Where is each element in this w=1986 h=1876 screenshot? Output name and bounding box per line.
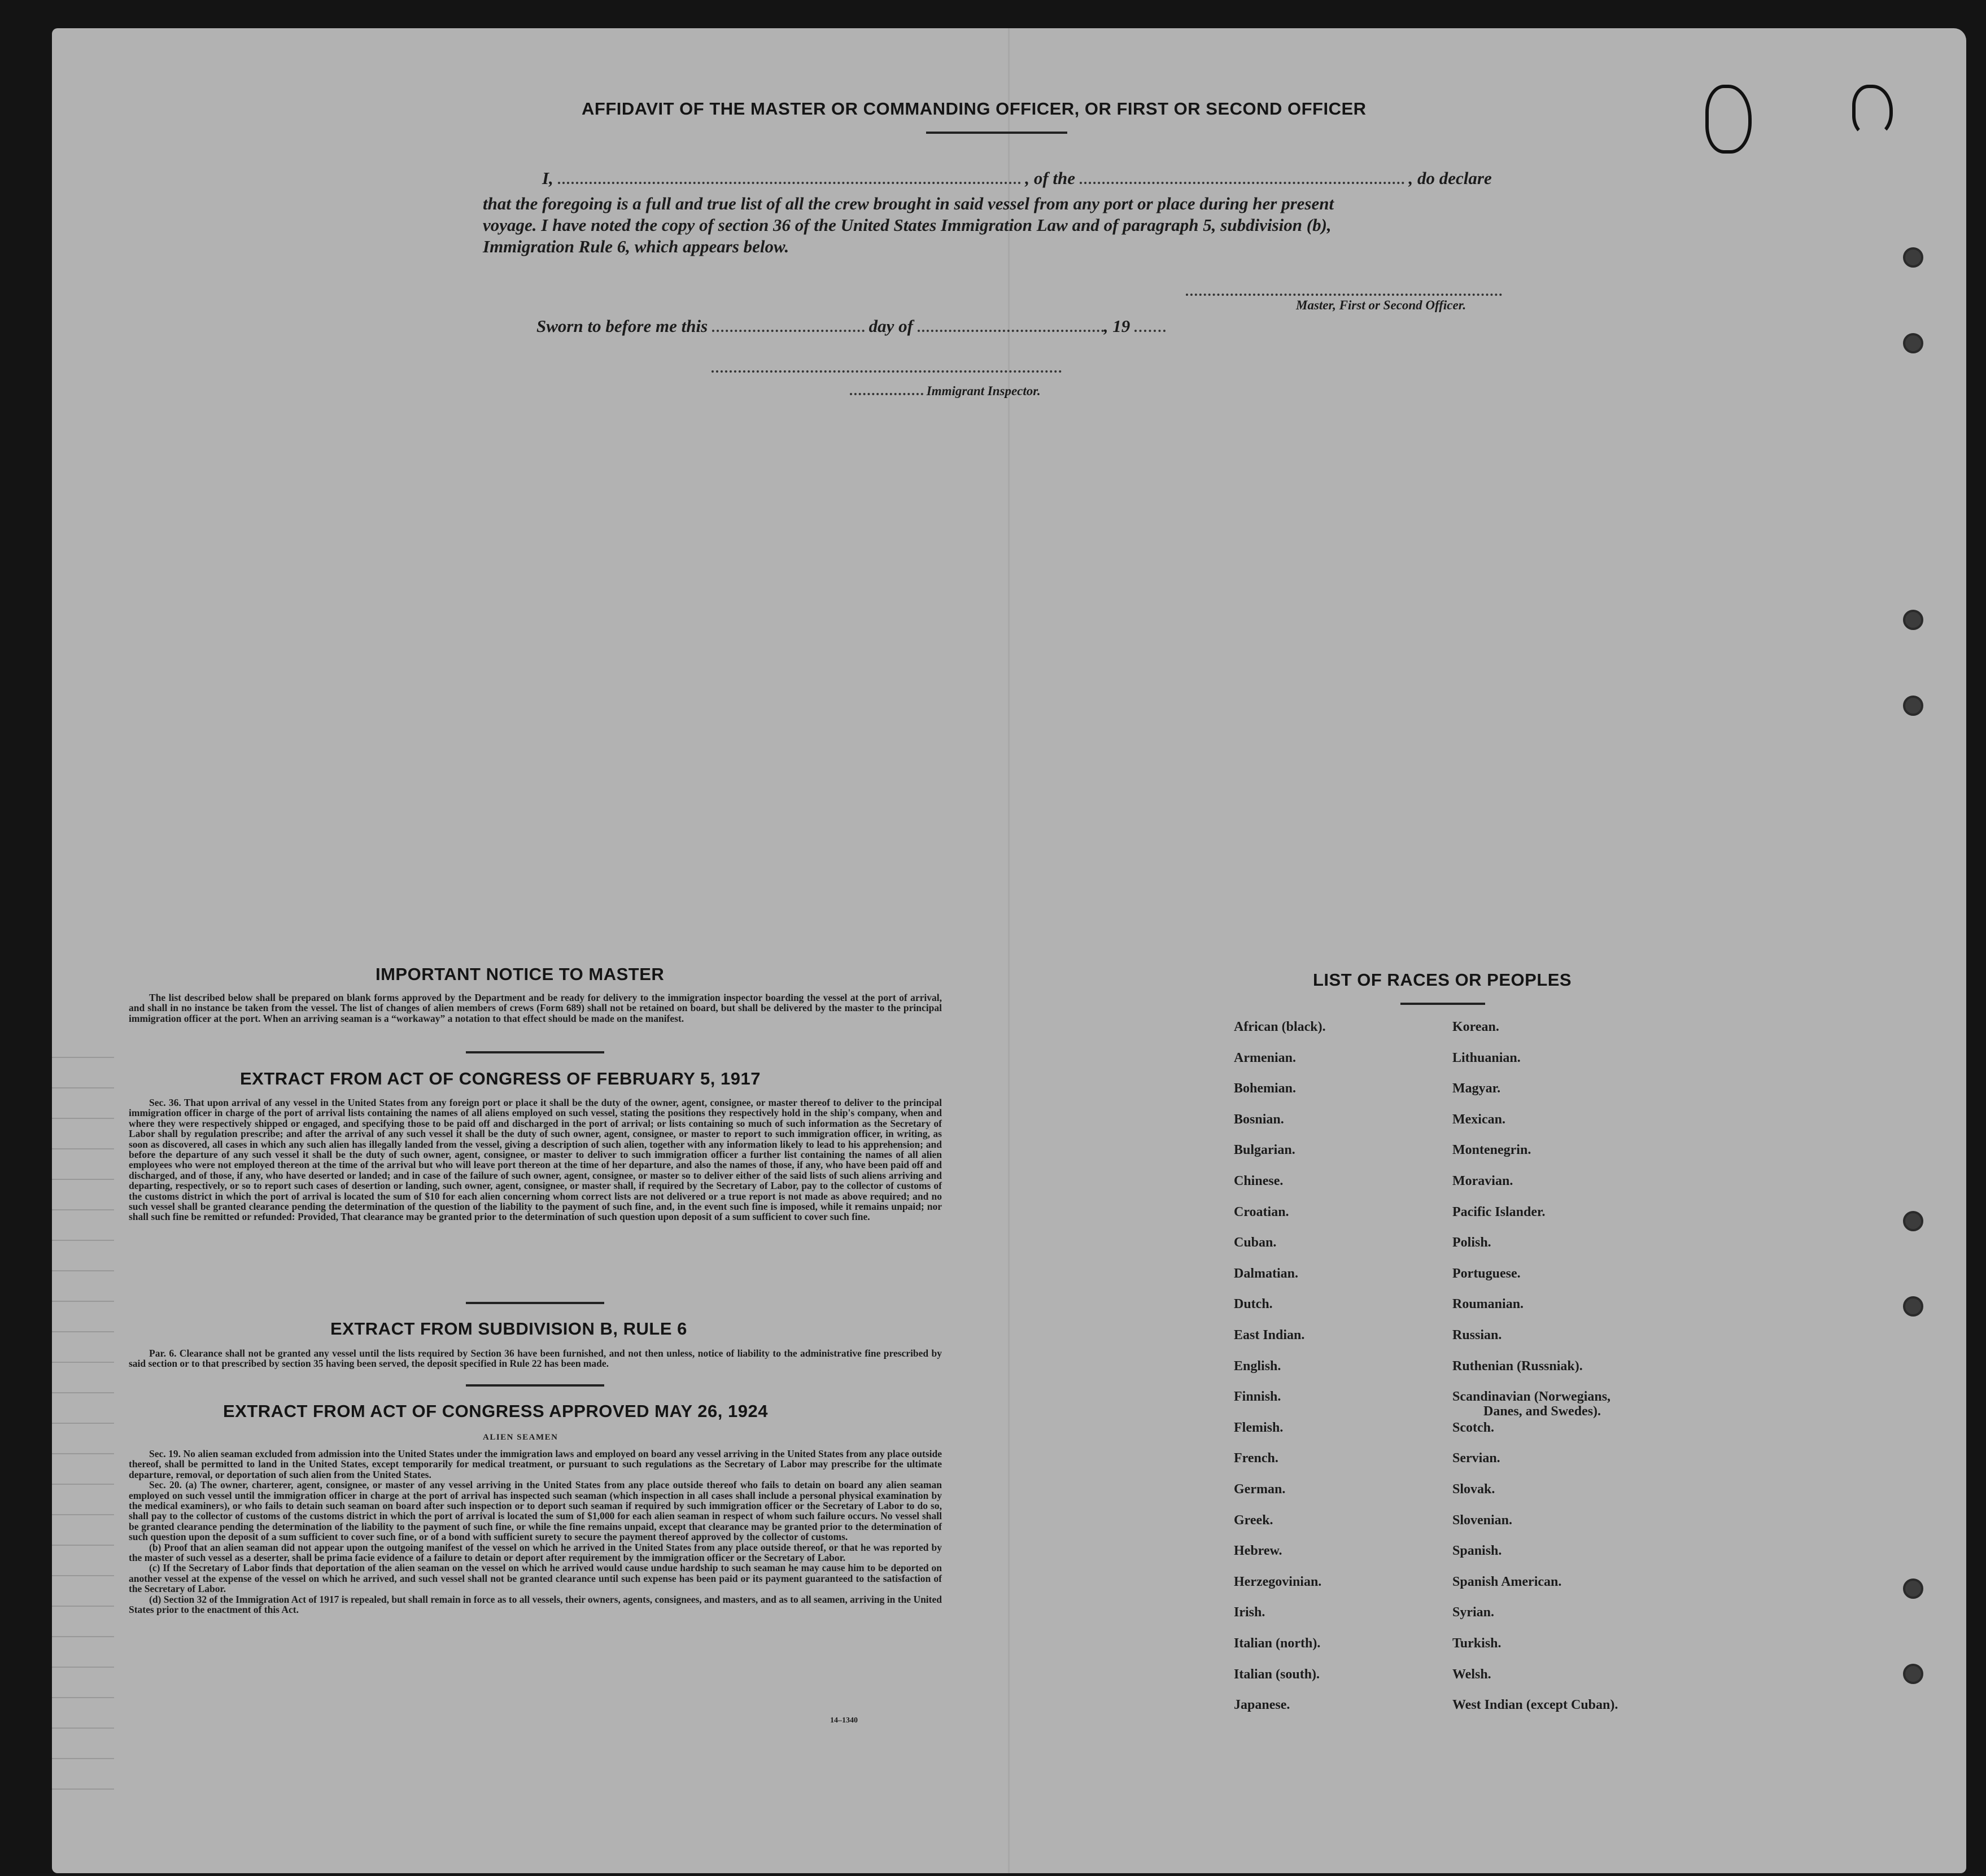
race-item: Servian. [1452,1451,1500,1466]
race-item: Korean. [1452,1020,1499,1034]
race-item: Bohemian. [1234,1081,1297,1096]
sworn-day-of: day of [868,316,913,336]
affidavit-of-the: , of the [1025,168,1076,188]
extract-rule6-text [129,1348,942,1369]
extract-1917-paragraph: Sec. 36. That upon arrival of any vessel in the United States from any foreign port or place it shall be the duty of the owner, agent, consignee, or master thereof to deliver to the principal immigration officer in charge of the port of arrival lists containing the names of all aliens employed on such vessel, stating the positions they respectively hold in the ship's company, when and where they were respectively shipped or engaged, and specifying those to be paid off and discharged in the port of arrival; or lists containing so much of such information as the Secretary of Labor shall by regulation prescribe; and after the arrival of any such vessel it shall be the duty of such owner, agent, consignee, or master to report to such immigration officer, in writing, as soon as discovered, all cases in which any such alien has illegally landed from the vessel, giving a description of such alien, together with any information likely to lead to his apprehension; and before the departure of any such vessel it shall be the duty of such owner, agent, consignee, or master to deliver to such immigration officer a further list containing the names of all alien employees who were not employed thereon at the time of the arrival but who will leave port thereon at the time of her departure, and also the names of those, if any, who have been paid off and discharged, and of those, if any, who have deserted or landed; and in case of the failure of such owner, agent, consignee, or master so to deliver either of the said lists of such aliens arriving and departing, respectively, or so to report such cases of desertion or landing, such owner, agent, consignee, or master shall, if required by the Secretary of Labor, pay to the collector of customs of the customs district in which the port of arrival is located the sum of $10 for each alien concerning whom correct lists are not delivered or a true report is not made as above required; and no such vessel shall be granted clearance pending the determination of the question of the liability to the payment of such fine, and, in the event such fine is imposed, while it remains unpaid; nor shall such fine be remitted or refunded: Provided, That clearance may be granted prior to the determination of such question upon deposit of a sum sufficient to cover such fine. [129,1097,942,1223]
sworn-month-field[interactable] [918,330,1104,332]
race-item: French. [1234,1451,1278,1466]
inspector-signature-row [850,384,1041,399]
race-item: English. [1234,1358,1281,1374]
race-item: Welsh. [1452,1667,1491,1682]
binder-hole-icon [1903,247,1923,268]
extract-rule6-rule [466,1384,604,1387]
race-item: Italian (north). [1234,1636,1321,1651]
sworn-label: Sworn to before me this [536,316,708,336]
race-item: Turkish. [1452,1636,1501,1651]
race-item: Magyar. [1452,1081,1501,1096]
binder-hole-icon [1903,696,1923,716]
race-item: Slovenian. [1452,1512,1513,1528]
binder-hole-icon [1903,1211,1923,1231]
extract-1924-sec19: Sec. 19. No alien seaman excluded from admission into the United States under the immigration laws and employed on board any vessel arriving in the United States from any place outside thereof, shall be permitted to land in the United States, except temporarily for medical treatment, or pursuant to such regulations as the Secretary of Labor may prescribe for the ultimate departure, removal, or deportation of such alien from the United States. [129,1448,942,1480]
race-item: Dalmatian. [1234,1266,1298,1281]
race-item: Dutch. [1234,1297,1273,1312]
affidavit-line-2: that the foregoing is a full and true list of all the crew brought in said vessel from any port or place during her present [483,194,1334,213]
officer-signature-label: Master, First or Second Officer. [1296,298,1466,312]
extract-1917-rule [466,1302,604,1304]
notice-text [129,992,942,1024]
form-number: 14–1340 [830,1716,858,1725]
officer-signature-line[interactable] [1186,288,1502,296]
extract-1924-sec20b: (b) Proof that an alien seaman did not appear upon the outgoing manifest of the vessel on which he arrived in the United States from any place outside thereof, or that he was reported by the master of such vessel as a deserter, shall be prima facie evidence of a failure to detain or deport after requirement by the immigration officer or the Secretary of Labor. [129,1541,942,1564]
race-item: Portuguese. [1452,1266,1521,1281]
page-fold [1008,28,1010,1873]
race-item: Armenian. [1234,1050,1296,1065]
binder-hole-icon [1903,333,1923,353]
affidavit-line-3: voyage. I have noted the copy of section 36 of the United States Immigration Law and of paragraph 5, subdivision (b), [483,215,1332,235]
vessel-field[interactable] [1080,182,1404,184]
race-item: African (black). [1234,1020,1326,1034]
race-item: Herzegovinian. [1234,1574,1322,1589]
race-item: Japanese. [1234,1698,1290,1713]
race-item: Montenegrin. [1452,1143,1531,1158]
extract-1924-title: EXTRACT FROM ACT OF CONGRESS APPROVED MAY 26, 1924 [223,1401,768,1421]
race-item: Flemish. [1234,1420,1284,1435]
sworn-line [536,316,1166,336]
affidavit-do-declare: , do declare [1408,168,1492,188]
race-item: Cuban. [1234,1235,1277,1250]
race-item: Moravian. [1452,1174,1513,1188]
bleed-through-gridlines [52,1027,114,1790]
notice-rule [466,1051,604,1053]
race-item: Polish. [1452,1235,1491,1250]
extract-1924-sec20a: Sec. 20. (a) The owner, charterer, agent, consignee, or master of any vessel arriving in the United States from any place outside thereof who fails to detain on board any alien seaman employed on such vessel until the immigration officer in charge at the port of arrival has inspected such seaman (which inspection in all cases shall include a personal physical examination by the medical examiners), or who fails to detain such seaman on board after such inspection or to deport such seaman if required by such immigration officer or the Secretary of Labor to do so, shall pay to the collector of customs of the customs district in which the port of arrival is located the sum of $1,000 for each alien seaman in respect of whom such failure occurs. No vessel shall be granted clearance pending the determination of the liability to the payment of such fine, or while the fine remains unpaid, except that clearance may be granted prior to the determination of such question upon the deposit of a sum sufficient to cover such fine, or of a bond with sufficient surety to secure the payment thereof approved by the collector of customs. [129,1479,942,1543]
inspector-signature-line[interactable] [712,367,1062,373]
race-item: Hebrew. [1234,1543,1282,1559]
race-item: Spanish. [1452,1543,1502,1559]
races-rule [1400,1003,1485,1005]
alien-seamen-subtitle: ALIEN SEAMEN [483,1433,558,1442]
race-item: Mexican. [1452,1112,1505,1127]
race-item: Spanish American. [1452,1574,1562,1589]
affidavit-i: I, [542,168,553,188]
race-item: West Indian (except Cuban). [1452,1698,1618,1713]
race-item: Scandinavian (Norwegians, [1452,1389,1611,1405]
extract-1917-text [129,1097,942,1222]
inspector-label: Immigrant Inspector. [926,384,1041,398]
race-item: German. [1234,1482,1286,1497]
race-item: Ruthenian (Russniak). [1452,1358,1583,1374]
binder-hole-icon [1903,1578,1923,1599]
notice-title: IMPORTANT NOTICE TO MASTER [376,964,665,984]
inspector-name-field[interactable] [850,393,923,395]
sworn-day-field[interactable] [712,330,865,332]
race-item: Bosnian. [1234,1112,1284,1127]
race-item: Irish. [1234,1605,1265,1620]
binder-hole-icon [1903,1664,1923,1684]
race-item: Greek. [1234,1512,1273,1528]
extract-rule6-paragraph: Par. 6. Clearance shall not be granted any vessel until the lists required by Section 36 have been furnished, and not then unless, notice of liability to the administrative fine prescribed by said section or to that prescribed by section 35 having been served, the deposit specified in Rule 22 has been made. [129,1348,942,1370]
name-field[interactable] [558,182,1021,184]
extract-rule6-title: EXTRACT FROM SUBDIVISION B, RULE 6 [330,1319,687,1339]
race-item: Italian (south). [1234,1667,1320,1682]
notice-paragraph: The list described below shall be prepared on blank forms approved by the Department and be ready for delivery to the immigration inspector boarding the vessel at the port of arrival, and shall in no instance be taken from the vessel. The list of changes of alien members of crews (Form 689) shall not be retained on board, but shall be delivered by the master to the principal immigration officer at the port. When an arriving seaman is a “workaway” a notation to that effect should be made on the manifest. [129,992,942,1024]
extract-1924-sec20c: (c) If the Secretary of Labor finds that deportation of the alien seaman on the vessel on which he arrived would cause undue hardship to such seaman he may cause him to be deported on another vessel at the expense of the vessel on which he arrived, and such vessel shall not be granted clearance until such expense has been paid or its payment guaranteed to the satisfaction of the Secretary of Labor. [129,1562,942,1595]
race-item: East Indian. [1234,1328,1305,1343]
race-item: Croatian. [1234,1204,1289,1219]
race-item: Scotch. [1452,1420,1494,1435]
affidavit-declaration-line [542,168,1492,189]
binder-hole-icon [1903,610,1923,630]
race-item: Russian. [1452,1328,1502,1343]
affidavit-rule [926,132,1067,134]
race-item: Bulgarian. [1234,1143,1295,1158]
extract-1917-title: EXTRACT FROM ACT OF CONGRESS OF FEBRUARY 5, 1917 [240,1069,761,1088]
races-title: LIST OF RACES OR PEOPLES [1313,970,1572,990]
race-item: Roumanian. [1452,1297,1524,1312]
sworn-year-field[interactable] [1134,330,1166,332]
affidavit-title: AFFIDAVIT OF THE MASTER OR COMMANDING OFFICER, OR FIRST OR SECOND OFFICER [582,99,1367,119]
race-item: Chinese. [1234,1174,1284,1188]
race-item: Finnish. [1234,1389,1281,1405]
race-item: Pacific Islander. [1452,1204,1546,1219]
race-item: Danes, and Swedes). [1483,1404,1601,1419]
affidavit-line-4: Immigration Rule 6, which appears below. [483,237,789,256]
ink-mark-icon [1852,85,1893,137]
extract-1924-text [129,1449,942,1615]
ink-mark-icon [1705,85,1752,154]
sworn-year-prefix: , 19 [1103,316,1131,336]
race-item: Syrian. [1452,1605,1495,1620]
race-item: Slovak. [1452,1482,1495,1497]
race-item: Lithuanian. [1452,1050,1521,1065]
binder-hole-icon [1903,1296,1923,1317]
extract-1924-sec20d: (d) Section 32 of the Immigration Act of 1917 is repealed, but shall remain in force as to all vessels, their owners, agents, consignees, and masters, and as to all seamen, arriving in the United States prior to the enactment of this Act. [129,1593,942,1616]
